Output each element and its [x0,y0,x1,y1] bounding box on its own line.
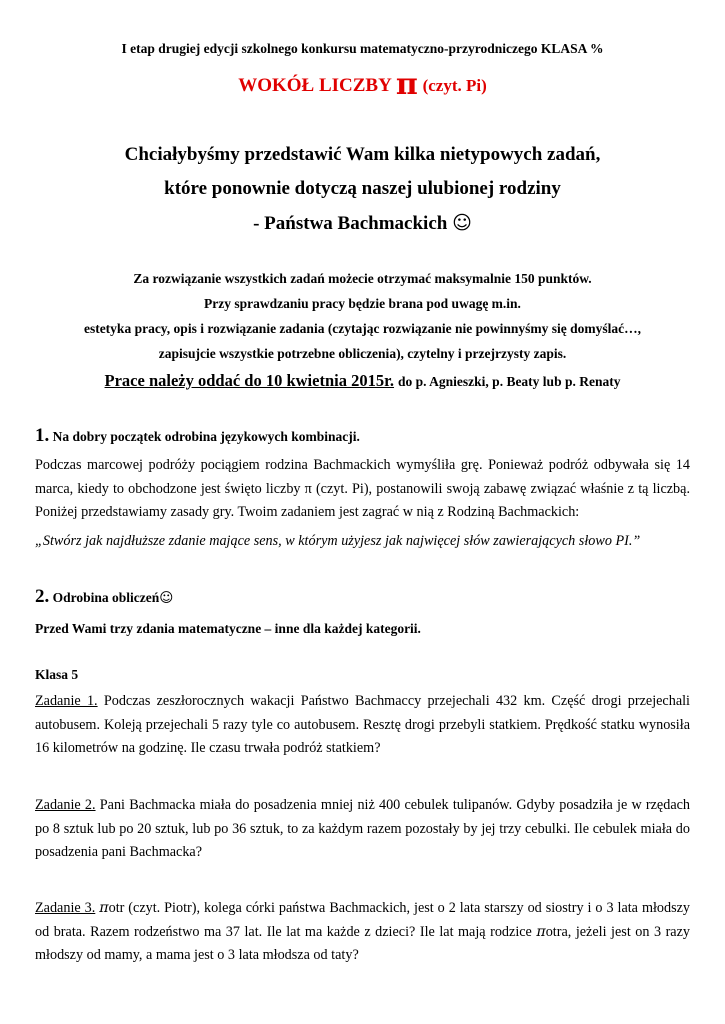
section-2-title: Odrobina obliczeń [52,590,160,605]
intro-line-2: które ponownie dotyczą naszej ulubionej rodziny [164,178,561,199]
smiley-icon: ☺ [159,590,174,606]
main-title [0,64,725,102]
task-1-label: Zadanie 1. [35,693,98,709]
class-label: Klasa 5 [35,667,79,682]
title-suffix: (czyt. Pi) [422,76,487,95]
competition-line: I etap drugiej edycji szkolnego konkursu matematyczno-przyrodniczego KLASA % [121,41,604,56]
deadline-line [0,371,725,391]
section-2-number: 2. [35,586,50,607]
smiley-icon: ☺ [452,212,472,234]
task-3-text-b: otra, jeżeli jest on 3 razy młodszy od mamy, a mama jest o 3 lata młodsza od taty? [35,923,690,963]
task-2-label: Zadanie 2. [35,797,96,813]
rules-line-4: zapisujcie wszystkie potrzebne obliczenia), czytelny i przejrzysty zapis. [158,346,567,361]
section-2-heading [35,586,173,608]
rules-line-2: Przy sprawdzaniu pracy będzie brana pod uwagę m.in. [204,296,521,311]
intro-line-3-text: - Państwa Bachmackich [253,213,448,234]
task-3-label: Zadanie 3. [35,900,96,916]
task-3-pi-symbol: π [99,900,109,916]
deadline-recipients: do p. Agnieszki, p. Beaty lub p. Renaty [398,374,621,389]
section-2-subtitle: Przed Wami trzy zdania matematyczne – inne dla każdej kategorii. [35,621,421,636]
task-1 [35,690,690,761]
task-2-text: Pani Bachmacka miała do posadzenia mniej niż 400 cebulek tulipanów. Gdyby posadziła je w rzędach po 8 sztuk lub po 20 sztuk, lub po 36 sztuk, to za każdym razem pozostały by jej trzy cebulki. Ile cebulek miała do posadzenia pani Bachmacka? [35,797,691,860]
task-2 [35,794,690,865]
rules-line-1: Za rozwiązanie wszystkich zadań możecie otrzymać maksymalnie 150 punktów. [133,271,592,286]
section-1-heading [35,425,360,447]
deadline-date: Prace należy oddać do 10 kwietnia 2015r. [104,371,395,390]
task-3-pi-symbol-2: π [536,923,546,940]
rules-line-3: estetyka pracy, opis i rozwiązanie zadania (czytając rozwiązanie nie powinnyśmy się domyślać…, [83,321,642,336]
title-pi-symbol: π [395,67,418,102]
intro-line-1: Chciałybyśmy przedstawić Wam kilka nietypowych zadań, [124,144,601,165]
task-3-text-a: otr (czyt. Piotr), kolega córki państwa Bachmackich, jest o 2 lata starszy od siostry i o 3 lata młodszy od brata. Razem rodzeństwo ma 37 lat. Ile lat ma każde z dzieci? Ile lat mają rodzice [35,900,691,940]
section-1-number: 1. [35,425,50,446]
section-1-quote: „Stwórz jak najdłuższe zdanie mające sens, w którym użyjesz jak najwięcej słów zawierających słowo PI.” [35,533,641,549]
section-1-title: Na dobry początek odrobina językowych kombinacji. [52,429,360,444]
section-1-body: Podczas marcowej podróży pociągiem rodzina Bachmackich wymyśliła grę. Ponieważ podróż odbywała się 14 marca, kiedy to obchodzone jest święto liczby π (czyt. Pi), postanowili swoją zabawę związać właśnie z tą liczbą. Poniżej przedstawiamy zasady gry. Twoim zadaniem jest zagrać w nią z Rodziną Bachmackich: [35,457,690,520]
title-prefix: WOKÓŁ LICZBY [238,75,392,96]
task-1-text: Podczas zeszłorocznych wakacji Państwo Bachmaccy przejechali 432 km. Część drogi przejechali autobusem. Koleją przejechali 5 razy tyle co autobusem. Resztę drogi przebyli statkiem. Prędkość statku wynosiła 16 kilometrów na godzinę. Ile czasu trwała podróż statkiem? [35,693,691,756]
intro-line-3 [0,212,725,235]
task-3 [35,897,690,968]
